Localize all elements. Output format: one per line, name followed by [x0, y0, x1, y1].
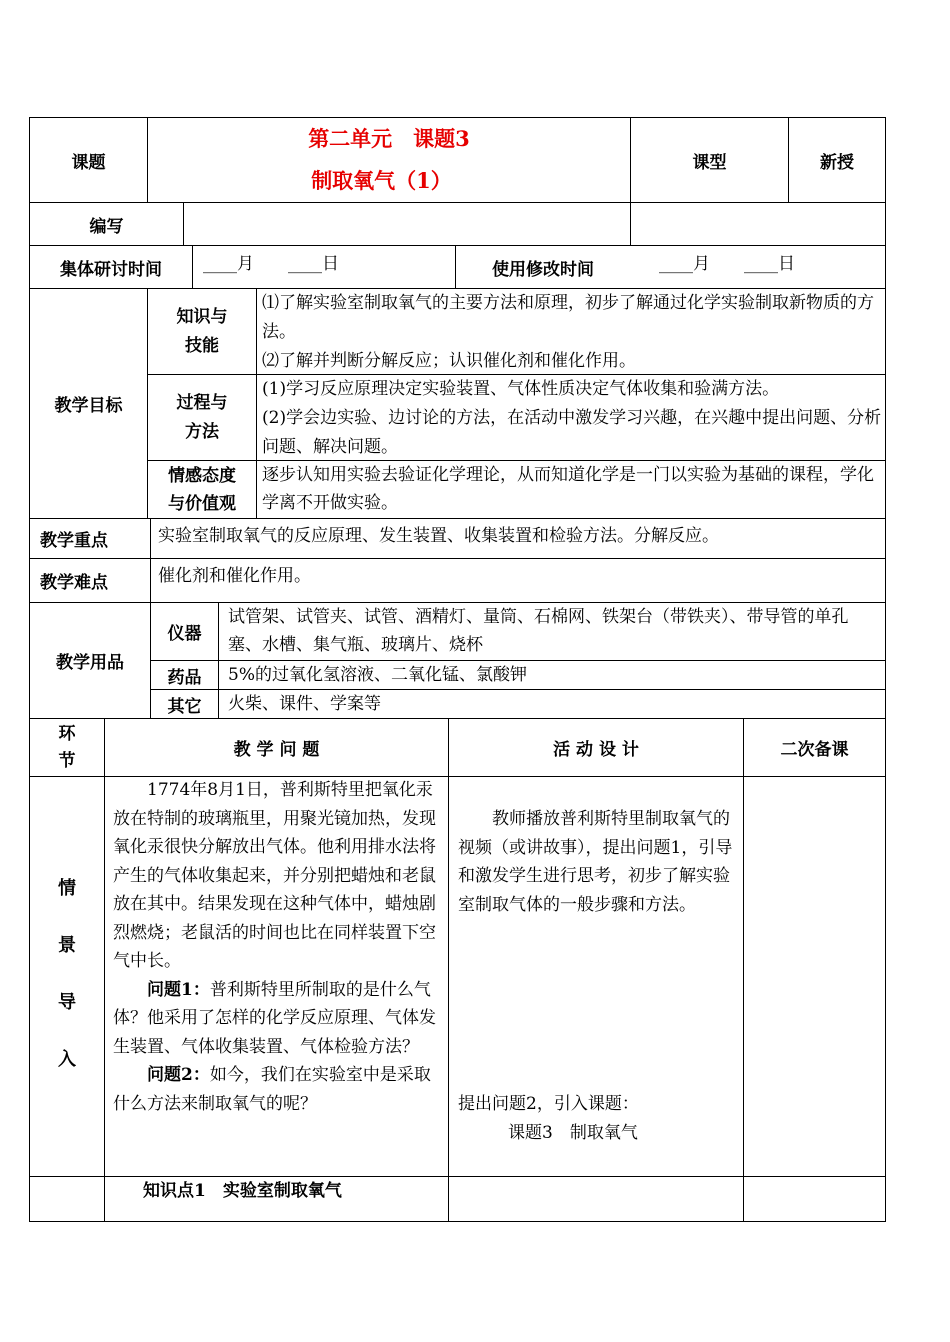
- second-prep-header: 二次备课: [780, 740, 849, 760]
- activity-header: 活 动 设 计: [553, 740, 639, 760]
- discuss-date-value: ____月 ____日: [203, 253, 339, 274]
- objectives-label: 教学目标: [54, 396, 123, 416]
- stage-header: [30, 719, 104, 776]
- question-1-text: 普利斯特里所制取的是什么气体？他采用了怎样的化学反应原理、气体发生装置、气体收集装置、气体检验方法？: [113, 979, 436, 1057]
- question-2: [113, 1061, 440, 1118]
- intro-activity-line2: 提出问题2，引入课题：: [458, 1094, 639, 1114]
- intro-activity-line3: 课题3 制取氧气: [508, 1123, 638, 1143]
- process-method-label: [148, 375, 256, 460]
- intro-stage-char-3: 导: [58, 992, 76, 1013]
- stage-header-2: 节: [58, 750, 76, 771]
- process-label-line1: 过程与: [176, 392, 228, 413]
- problem-header: 教 学 问 题: [233, 740, 320, 760]
- key-points-label: 教学重点: [40, 531, 108, 551]
- other-text: 火柴、课件、学案等: [228, 694, 381, 714]
- intro-activity-paragraph: 教师播放普利斯特里制取氧气的视频（或讲故事），提出问题1，引导和激发学生进行思考，初步了解实验室制取气体的一般步骤和方法。: [458, 809, 733, 915]
- emotion-label-line2: 与价值观: [168, 493, 236, 514]
- key-points-text: 实验室制取氧气的反应原理、发生装置、收集装置和检验方法。分解反应。: [158, 526, 719, 546]
- reagents-text: 5%的过氧化氢溶液、二氧化锰、氯酸钾: [228, 665, 527, 685]
- intro-story: 1774年8月1日，普利斯特里把氧化汞放在特制的玻璃瓶里，用聚光镜加热，发现氧化汞很快分解放出气体。他利用排水法将产生的气体收集起来，并分别把蜡烛和老鼠放在其中。结果发现在这种气体中，蜡烛剧烈燃烧；老鼠活的时间也比在同样装置下空气中长。: [113, 780, 436, 971]
- instruments-text: 试管架、试管夹、试管、酒精灯、量筒、石棉网、铁架台（带铁夹）、带导管的单孔塞、水槽、集气瓶、玻璃片、烧杯: [228, 607, 849, 655]
- knowledge-text-2: ⑵了解并判断分解反应；认识催化剂和催化作用。: [262, 351, 636, 371]
- intro-stage-char-2: 景: [58, 935, 76, 956]
- knowledge-point-title: 知识点1 实验室制取氧气: [143, 1181, 342, 1201]
- intro-problem-cell: [113, 776, 440, 1176]
- process-text-2: (2)学会边实验、边讨论的方法，在活动中激发学习兴趣，在兴趣中提出问题、分析问题、解决问题。: [262, 408, 882, 457]
- editor-label: 编写: [89, 216, 124, 237]
- process-method-text: [262, 375, 882, 460]
- knowledge-label-line1: 知识与: [176, 306, 228, 327]
- intro-stage-char-4: 入: [58, 1049, 76, 1070]
- other-label: 其它: [167, 696, 202, 717]
- type-value: 新授: [820, 152, 854, 173]
- instruments-label: 仪器: [167, 624, 202, 644]
- knowledge-label: [148, 289, 256, 374]
- intro-stage-label: [30, 860, 104, 1100]
- knowledge-text: [262, 289, 882, 374]
- type-label: 课型: [692, 152, 727, 173]
- knowledge-label-line2: 技能: [185, 335, 219, 356]
- emotion-label: [148, 461, 256, 518]
- intro-activity-followup: [458, 1090, 736, 1150]
- process-text-1: (1)学习反应原理决定实验装置、气体性质决定气体收集和验满方法。: [262, 379, 780, 399]
- lesson-title-line2: 制取氧气（1）: [311, 168, 452, 193]
- discuss-date-label: 集体研讨时间: [60, 259, 162, 280]
- reagents-label: 药品: [167, 667, 202, 688]
- emotion-text: 逐步认知用实验去验证化学理论，从而知道化学是一门以实验为基础的课程，学化学离不开做实验。: [262, 465, 874, 513]
- process-label-line2: 方法: [185, 421, 219, 442]
- question-1: [113, 976, 440, 1062]
- difficulties-text: 催化剂和催化作用。: [158, 566, 311, 586]
- emotion-label-line1: 情感态度: [168, 465, 236, 486]
- editor-value: [184, 203, 885, 245]
- intro-stage-char-1: 情: [58, 878, 76, 899]
- intro-activity-text: [458, 805, 736, 955]
- question-2-label: 问题2：: [147, 1065, 210, 1085]
- materials-label: 教学用品: [56, 653, 124, 673]
- difficulties-label: 教学难点: [40, 573, 108, 593]
- modify-date-label: 使用修改时间: [492, 259, 594, 280]
- lesson-title-line1: 第二单元 课题3: [308, 126, 470, 151]
- modify-date-value: ____月 ____日: [659, 253, 795, 274]
- stage-header-1: 环: [58, 723, 76, 744]
- lesson-title: [148, 118, 630, 202]
- knowledge-text-1: ⑴了解实验室制取氧气的主要方法和原理，初步了解通过化学实验制取新物质的方法。: [262, 293, 874, 342]
- question-2-text: 如今，我们在实验室中是采取什么方法来制取氧气的呢？: [113, 1065, 431, 1114]
- question-1-label: 问题1：: [147, 979, 210, 1000]
- topic-label: 课题: [71, 152, 106, 173]
